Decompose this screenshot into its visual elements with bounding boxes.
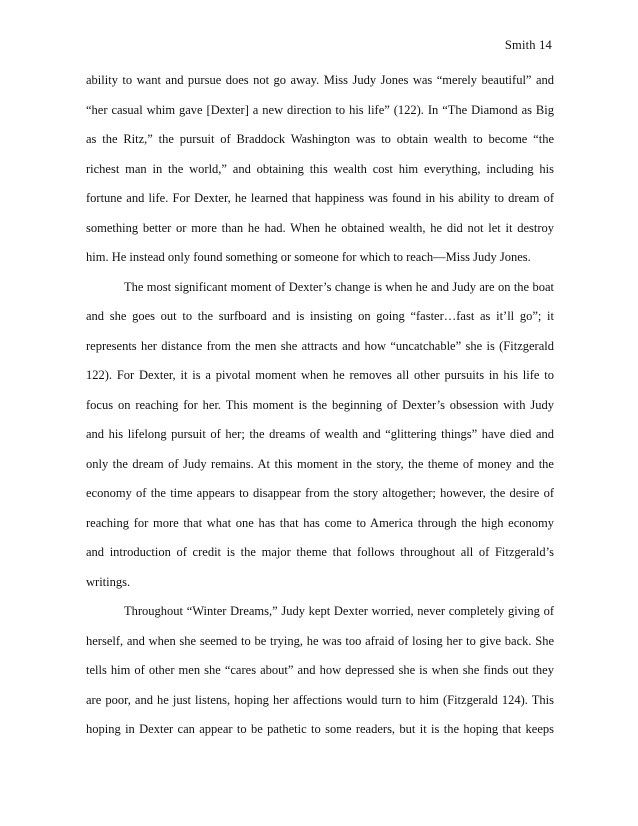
text-line: hoping in Dexter can appear to be pathetic to some readers, but it is the hoping that keeps — [86, 722, 554, 736]
text-line: something better or more than he had. When he obtained wealth, he did not let it destroy — [86, 220, 554, 235]
text-line: represents her distance from the men she attracts and how “uncatchable” she is (Fitzgerald — [86, 338, 554, 353]
body-text — [86, 66, 554, 745]
text-line: as the Ritz,” the pursuit of Braddock Washington was to obtain wealth to become “the — [86, 132, 554, 146]
paragraph-first-line: Throughout “Winter Dreams,” Judy kept Dexter worried, never completely giving of — [124, 604, 554, 618]
text-line: “her casual whim gave [Dexter] a new direction to his life” (122). In “The Diamond as Big — [86, 102, 554, 117]
text-line: writings. — [86, 574, 131, 589]
text-line: ability to want and pursue does not go away. Miss Judy Jones was “merely beautiful” and — [86, 73, 554, 87]
text-line: richest man in the world,” and obtaining this wealth cost him everything, including his — [86, 161, 554, 176]
text-line: focus on reaching for her. This moment is the beginning of Dexter’s obsession with Judy — [86, 397, 554, 412]
text-line: fortune and life. For Dexter, he learned that happiness was found in his ability to dream of — [86, 191, 554, 205]
text-line: tells him of other men she “cares about” and how depressed she is when she finds out they — [86, 663, 554, 677]
text-line: herself, and when she seemed to be trying, he was too afraid of losing her to give back. She — [86, 633, 554, 648]
text-line: and his lifelong pursuit of her; the dreams of wealth and “glittering things” have died and — [86, 427, 554, 441]
text-line: only the dream of Judy remains. At this moment in the story, the theme of money and the — [86, 456, 554, 471]
text-line: are poor, and he just listens, hoping her affections would turn to him (Fitzgerald 124). This — [86, 692, 554, 707]
paragraph-first-line: The most significant moment of Dexter’s change is when he and Judy are on the boat — [124, 279, 554, 294]
text-line: and introduction of credit is the major theme that follows throughout all of Fitzgerald’s — [86, 545, 554, 559]
text-line: economy of the time appears to disappear from the story altogether; however, the desire of — [86, 486, 554, 500]
text-line: 122). For Dexter, it is a pivotal moment when he removes all other pursuits in his life to — [86, 368, 554, 382]
text-line: reaching for more that what one has that has come to America through the high economy — [86, 515, 554, 530]
running-head: Smith 14 — [504, 38, 552, 52]
text-line: and she goes out to the surfboard and is insisting on going “faster…fast as it’ll go”; it — [86, 309, 554, 323]
text-line: him. He instead only found something or someone for which to reach—Miss Judy Jones. — [86, 250, 531, 264]
